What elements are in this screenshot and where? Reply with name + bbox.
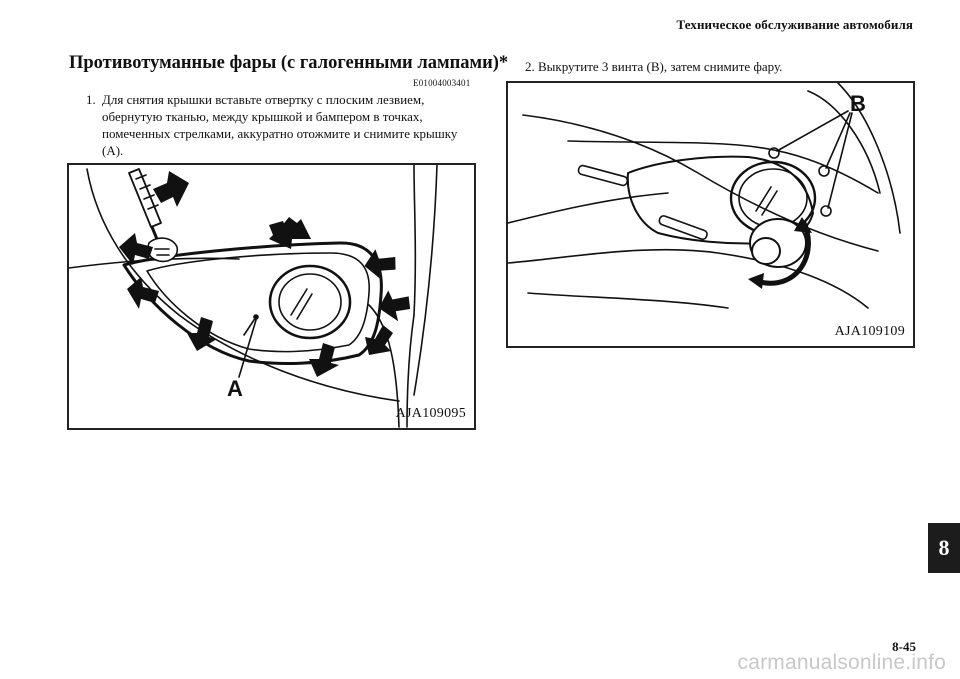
figure-fog-lamp-cover bbox=[67, 163, 476, 430]
section-code: E01004003401 bbox=[413, 78, 471, 88]
step-1 bbox=[86, 91, 476, 159]
callout-a: A bbox=[227, 376, 243, 401]
fog-lamp-cover-illustration bbox=[69, 165, 474, 428]
figure-code-2: AJA109109 bbox=[834, 324, 905, 339]
step-1-number: 1. bbox=[86, 92, 96, 107]
step-2-number: 2. bbox=[525, 59, 535, 74]
figure-code-1: AJA109095 bbox=[395, 406, 466, 421]
step-2 bbox=[525, 58, 782, 75]
chapter-tab: 8 bbox=[928, 523, 960, 573]
figure-fog-lamp-removal bbox=[506, 81, 915, 348]
step-2-text: Выкрутите 3 винта (B), затем снимите фару. bbox=[538, 59, 783, 74]
fog-lamp-removal-illustration bbox=[508, 83, 913, 346]
watermark: carmanualsonline.info bbox=[737, 651, 946, 674]
section-title: Противотуманные фары (с галогенными лампами)* bbox=[69, 53, 509, 73]
page-number: 8-45 bbox=[892, 639, 916, 654]
running-header: Техническое обслуживание автомобиля bbox=[676, 17, 913, 32]
step-1-text: Для снятия крышки вставьте отвертку с плоским лезвием, обернутую тканью, между крышкой и бампером в точках, помеченных стрелками, аккуратно отожмите и снимите крышку (A). bbox=[102, 92, 458, 158]
callout-b: B bbox=[850, 91, 866, 116]
